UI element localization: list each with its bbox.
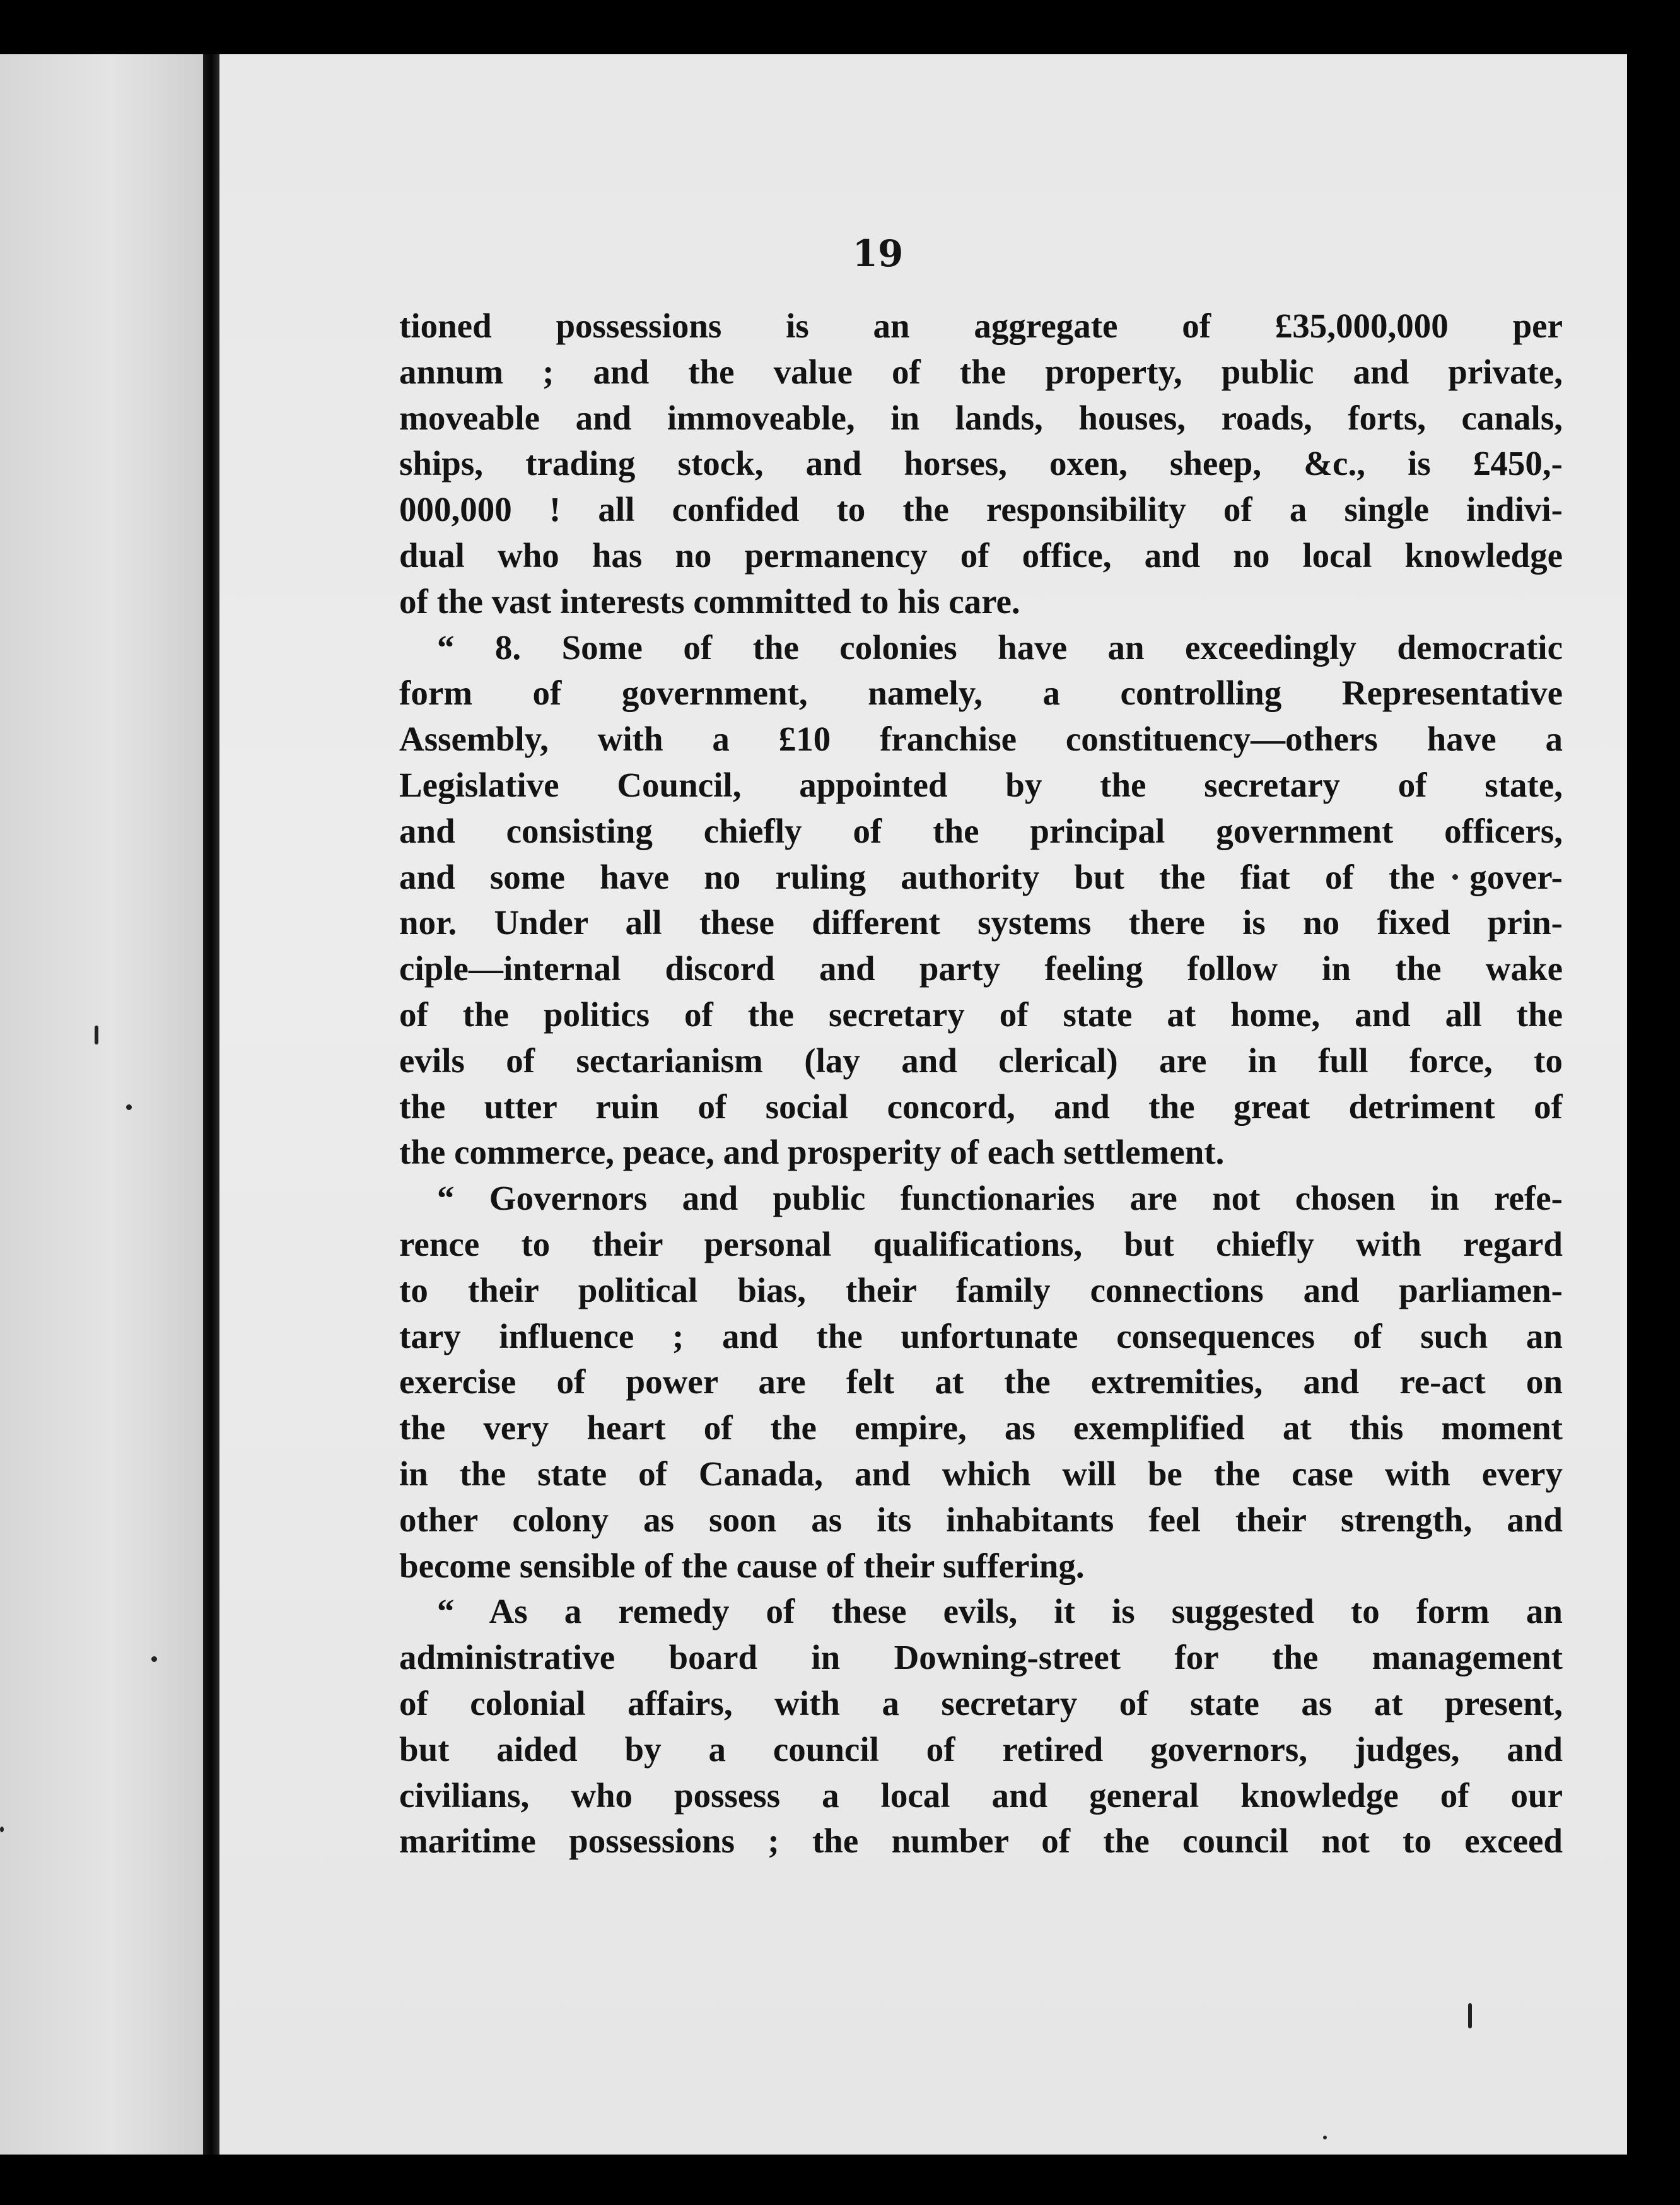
text-line: become sensible of the cause of their suffering. [399, 1546, 1085, 1585]
text-line: dual who has no permanency of office, and no local knowledge [399, 535, 1563, 575]
text-line: “ 8. Some of the colonies have an exceedingly democratic [437, 628, 1563, 667]
text-line: the utter ruin of social concord, and the great detriment of [399, 1087, 1563, 1126]
body-text [399, 303, 1563, 1864]
text-line: evils of sectarianism (lay and clerical) are in full force, to [399, 1041, 1563, 1080]
text-line: of the vast interests committed to his care. [399, 582, 1020, 621]
ink-speck [1323, 2136, 1327, 2139]
text-line: exercise of power are felt at the extremities, and re-act on [399, 1362, 1563, 1401]
text-line: Assembly, with a £10 franchise constituency—others have a [399, 720, 1563, 759]
text-line: ciple—internal discord and party feeling follow in the wake [399, 949, 1563, 988]
text-line: Legislative Council, appointed by the secretary of state, [399, 765, 1563, 804]
paragraph [399, 1589, 1563, 1864]
text-line: administrative board in Downing-street for the management [399, 1638, 1563, 1677]
facing-page-edge [0, 54, 203, 2155]
text-line: tioned possessions is an aggregate of £35,000,000 per [399, 307, 1563, 345]
text-line: nor. Under all these different systems there is no fixed prin- [399, 903, 1563, 942]
text-line: “ Governors and public functionaries are not chosen in refe- [437, 1179, 1563, 1218]
text-line: “ As a remedy of these evils, it is suggested to form an [437, 1592, 1563, 1631]
ink-speck [0, 1827, 4, 1832]
book-page [219, 54, 1627, 2155]
text-line: ships, trading stock, and horses, oxen, sheep, &c., is £450,- [399, 444, 1563, 483]
ink-speck [126, 1104, 132, 1110]
text-line: the very heart of the empire, as exemplified at this moment [399, 1408, 1563, 1448]
text-line: maritime possessions ; the number of the council not to exceed [399, 1822, 1563, 1861]
ink-speck [95, 1026, 98, 1044]
paragraph [399, 1176, 1563, 1589]
paragraph [399, 625, 1563, 1176]
text-line: in the state of Canada, and which will be the case with every [399, 1454, 1563, 1493]
text-line: and consisting chiefly of the principal government officers, [399, 811, 1563, 850]
page-gutter [203, 54, 219, 2155]
text-line: other colony as soon as its inhabitants feel their strength, and [399, 1500, 1563, 1539]
paragraph [399, 303, 1563, 625]
scan-border [1627, 54, 1680, 2155]
text-line: to their political bias, their family connections and parliamen- [399, 1270, 1563, 1309]
page-number: 19 [852, 232, 904, 275]
text-line: form of government, namely, a controlling Representative [399, 674, 1563, 713]
text-line: of colonial affairs, with a secretary of state as at present, [399, 1683, 1563, 1722]
text-line: of the politics of the secretary of state at home, and all the [399, 995, 1563, 1034]
text-line: and some have no ruling authority but the fiat of the gover- [399, 857, 1563, 896]
text-line: 000,000 ! all confided to the responsibility of a single indivi- [399, 490, 1563, 529]
text-line: tary influence ; and the unfortunate consequences of such an [399, 1316, 1563, 1355]
text-line: moveable and immoveable, in lands, houses, roads, forts, canals, [399, 398, 1563, 437]
text-line: the commerce, peace, and prosperity of each settlement. [399, 1133, 1225, 1172]
ink-speck [151, 1656, 157, 1662]
text-line: rence to their personal qualifications, but chiefly with regard [399, 1224, 1563, 1263]
text-line: annum ; and the value of the property, public and private, [399, 352, 1563, 391]
text-line: but aided by a council of retired governors, judges, and [399, 1729, 1563, 1769]
ink-speck [1468, 2003, 1472, 2028]
text-line: civilians, who possess a local and general knowledge of our [399, 1775, 1563, 1815]
